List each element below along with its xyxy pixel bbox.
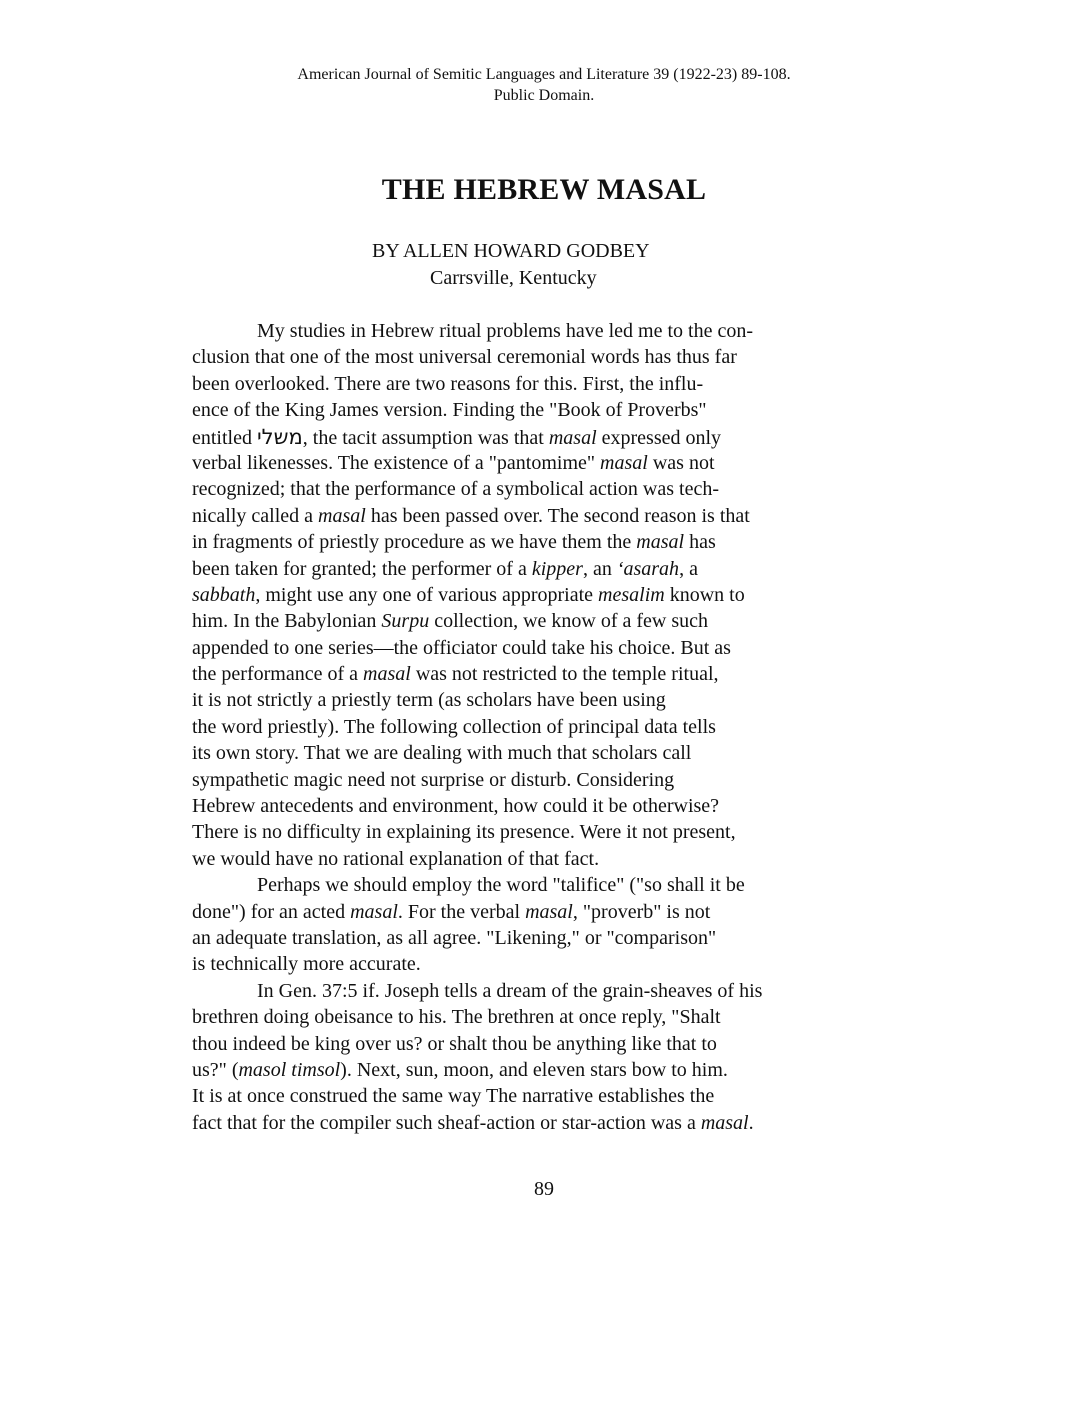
italic-term: masal bbox=[525, 900, 573, 923]
italic-term: kipper bbox=[531, 557, 583, 580]
body-line: is technically more accurate. bbox=[192, 953, 421, 976]
source-citation-line-2: Public Domain. bbox=[493, 87, 595, 104]
body-line: him. In the Babylonian Surpu collection, we know of a few such bbox=[192, 610, 709, 633]
page-number: 89 bbox=[534, 1178, 554, 1200]
body-line: the performance of a masal was not restricted to the temple ritual, bbox=[192, 663, 719, 686]
author-byline: BY ALLEN HOWARD GODBEY bbox=[372, 240, 650, 262]
italic-term: masal bbox=[636, 531, 685, 554]
body-line: its own story. That we are dealing with much that scholars call bbox=[192, 742, 692, 765]
italic-term: sabbath bbox=[192, 583, 256, 606]
body-line: it is not strictly a priestly term (as scholars have been using bbox=[192, 689, 666, 712]
body-line: My studies in Hebrew ritual problems have led me to the con- bbox=[257, 320, 753, 342]
author-location: Carrsville, Kentucky bbox=[430, 267, 597, 289]
italic-term: masol timsol bbox=[238, 1058, 341, 1081]
body-line: the word priestly). The following collection of principal data tells bbox=[192, 715, 716, 738]
body-line: sabbath, might use any one of various appropriate mesalim known to bbox=[192, 583, 745, 606]
body-line: There is no difficulty in explaining its presence. Were it not present, bbox=[192, 821, 736, 844]
body-line: done") for an acted masal. For the verbal masal, "proverb" is not bbox=[192, 900, 711, 923]
article-title: THE HEBREW MASAL bbox=[381, 173, 707, 206]
body-line: fact that for the compiler such sheaf-action or star-action was a masal. bbox=[192, 1111, 754, 1134]
body-line: been taken for granted; the performer of a kipper, an ‘asarah, a bbox=[192, 557, 698, 580]
body-line: an adequate translation, as all agree. "Likening," or "comparison" bbox=[192, 926, 717, 949]
body-line: Hebrew antecedents and environment, how could it be otherwise? bbox=[192, 795, 720, 818]
italic-term: masal bbox=[318, 504, 366, 527]
italic-term: ‘asarah bbox=[616, 557, 680, 580]
body-line: ence of the King James version. Finding the "Book of Proverbs" bbox=[192, 399, 707, 422]
italic-term: Surpu bbox=[381, 610, 430, 633]
body-line: verbal likenesses. The existence of a "pantomime" masal was not bbox=[192, 451, 715, 474]
body-line: brethren doing obeisance to his. The brethren at once reply, "Shalt bbox=[192, 1006, 721, 1029]
italic-term: masal bbox=[548, 426, 597, 449]
body-line: in fragments of priestly procedure as we have them the masal has bbox=[192, 531, 716, 554]
article-body bbox=[192, 318, 852, 1136]
body-line: In Gen. 37:5 if. Joseph tells a dream of the grain-sheaves of his bbox=[257, 979, 763, 1002]
italic-term: masal bbox=[600, 451, 648, 474]
italic-term: mesalim bbox=[598, 583, 665, 606]
body-line: appended to one series—the officiator could take his choice. But as bbox=[192, 636, 731, 659]
italic-term: masal bbox=[350, 900, 398, 923]
body-line: us?" (masol timsol). Next, sun, moon, and eleven stars bow to him. bbox=[192, 1058, 728, 1081]
body-line: nically called a masal has been passed over. The second reason is that bbox=[192, 504, 750, 527]
source-citation-line-1: American Journal of Semitic Languages and Literature 39 (1922-23) 89-108. bbox=[297, 66, 791, 83]
body-line: entitled משלי, the tacit assumption was that masal expressed only bbox=[192, 424, 722, 449]
italic-term: masal bbox=[700, 1111, 749, 1134]
body-line: been overlooked. There are two reasons for this. First, the influ- bbox=[192, 372, 704, 395]
body-line: sympathetic magic need not surprise or disturb. Considering bbox=[192, 768, 675, 791]
body-line: clusion that one of the most universal ceremonial words has thus far bbox=[192, 346, 737, 369]
body-line: Perhaps we should employ the word "talifice" ("so shall it be bbox=[257, 874, 745, 897]
body-line: It is at once construed the same way The narrative establishes the bbox=[192, 1085, 715, 1108]
source-citation bbox=[0, 64, 1088, 106]
italic-term: masal bbox=[363, 663, 411, 686]
body-line: recognized; that the performance of a symbolical action was tech- bbox=[192, 478, 719, 501]
hebrew-word: משלי bbox=[256, 424, 303, 449]
body-line: we would have no rational explanation of that fact. bbox=[192, 847, 600, 870]
body-line: thou indeed be king over us? or shalt thou be anything like that to bbox=[192, 1032, 717, 1055]
